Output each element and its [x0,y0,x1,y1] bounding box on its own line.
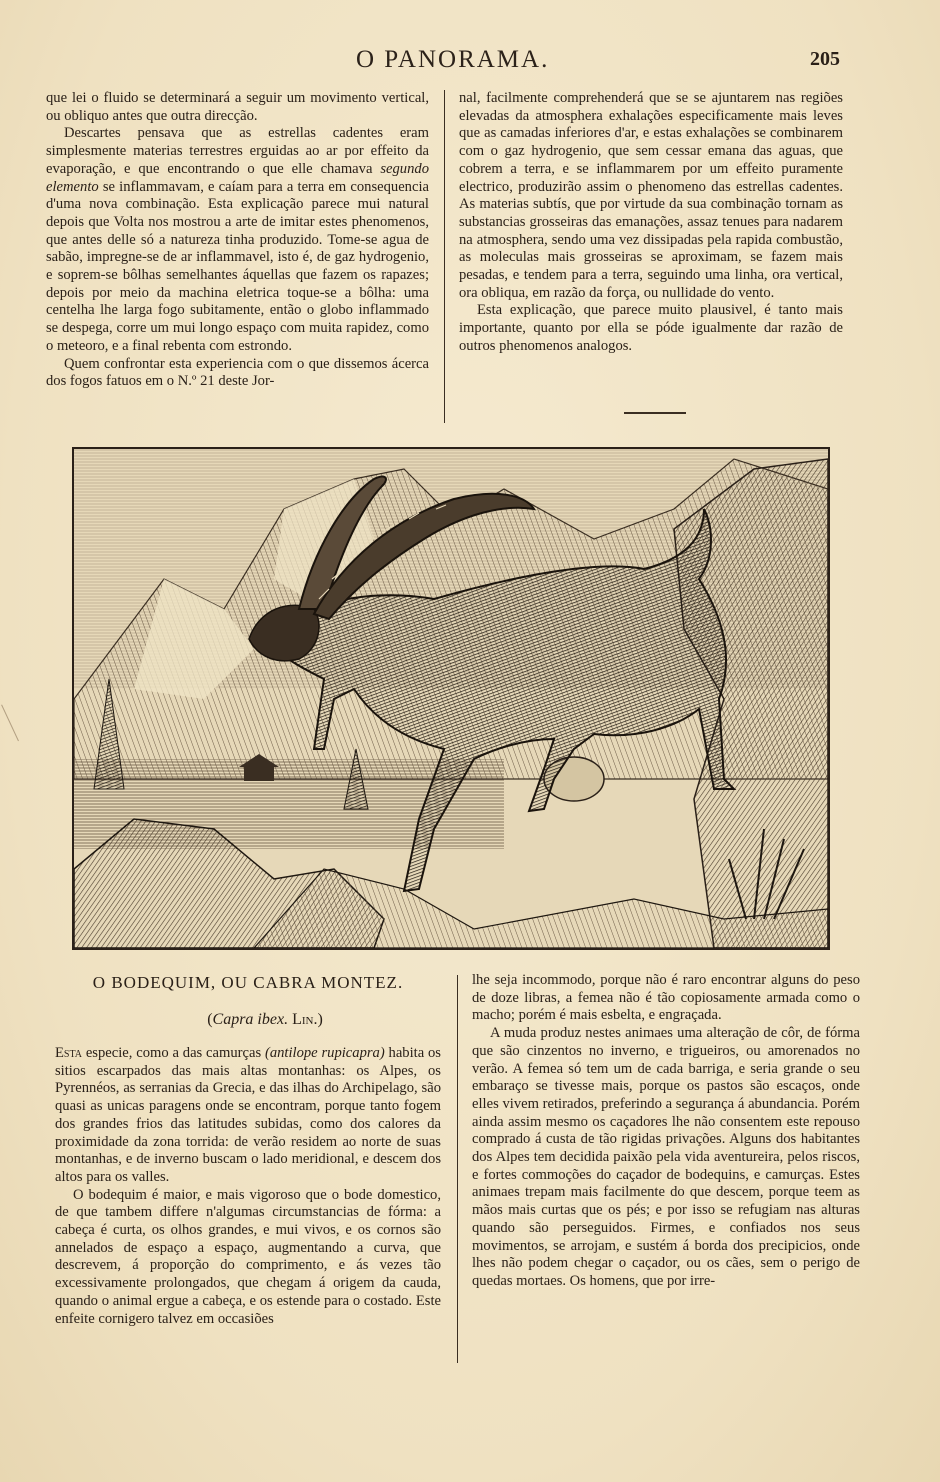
paren: ) [317,1011,323,1028]
italic-term: segundo elemento [46,160,429,195]
text-run: se inflammavam, e caíam para a terra em consequencia d'uma nova combinação. Esta explicação parece mui natural depois que Volta nos mostrou a arte de imitar estes phenomenos, que antes delle só a natureza tinha produzido. Tome-se agua de sabão, impregne-se de ar inflammavel, isto é, de gaz hydrogenio, e soprem-se bôlhas semelhantes áquellas que fazem os rapazes; depois por meio da machina eletrica toque-se a bôlha: uma centelha lhe larga fogo subitamente, então o globo inflammado se despega, corre um mui longo espaço com muita rapidez, como o meteoro, e a final rebenta com estrondo. [46,178,429,354]
section-rule [624,412,686,414]
paren: ( [207,1011,213,1028]
bottom-right-column [472,972,860,1291]
column-divider [457,975,458,1363]
paragraph [46,125,429,355]
column-divider [444,90,445,423]
paragraph: O bodequim é maior, e mais vigoroso que o bode domestico, de que tambem differe n'algumas circumstancias de fórma: a cabeça é curta, os olhos grandes, e mui vivos, e os cornos são annelados de espaço a espaço, augmentando a curva, que descrevem, á proporção do comprimento, e ás vezes tão excessivamente prolongados, que chegam á origem da cauda, quando o animal ergue a cabeça, e os estende para o costado. Este enfeite cornigero talvez em occasiões [55,1186,441,1327]
text-run: habita os sitios escarpados das mais altas montanhas: os Alpes, os Pyrennéos, as serranias da Grecia, e das ilhas do Archipelago, são quasi as unicas paragens onde se encontram, porque tanto fogem dos grandes frios das latitudes subidas, como dos calores da proximidade da zona torrida: de verão residem ao norte de suas montanhas, e de inverno buscam o lado meridional, e descem dos altos para os valles. [55,1045,441,1185]
paragraph: A muda produz nestes animaes uma alteração de côr, de fórma que são cinzentos no inverno, e trigueiros, ou amorenados no verão. A femea só tem um de cada barriga, e seria grande o seu embaraço se tivesse mais, porque os pastos são escaços, onde elles vivem retirados, preferindo a segurança á abundancia. Porém ainda assim mesmo os caçadores lhe não consentem este repouso comprado á custa de tão rigidas privações. Alguns dos habitantes dos Alpes tem decidida paixão pela vida aventureira, pelos riscos, e fortes commoções do caçador de bodequins, e camurças. Estes animaes trepam mais facilmente do que descem, porque teem as mãos mais curtas que os pés; e por isso se refugiam nas alturas quando são perseguidos. Firmes, e confiados nos seus movimentos, se arrojam, e sustém á borda dos precipicios, onde lhes não podem chegar o caçador, ou os cães, sem o perigo de quedas mortaes. Os homens, que por irre- [472,1025,860,1289]
scientific-name [150,1011,380,1029]
paragraph: que lei o fluido se determinará a seguir um movimento vertical, ou obliquo antes que outra direcção. [46,90,429,124]
paragraph: Esta explicação, que parece muito plausivel, é tanto mais importante, quanto por ella se póde igualmente dar razão de outros phenomenos analogos. [459,302,843,354]
opening-word: Esta [55,1045,83,1061]
paragraph: lhe seja incommodo, porque não é raro encontrar alguns do peso de doze libras, a femea não é tão copiosamente armada como o macho; porém é mais esbelta, e engraçada. [472,972,860,1024]
bottom-left-column [55,1045,441,1328]
ibex-illustration [74,449,828,948]
paragraph [55,1045,441,1187]
running-head [0,42,940,78]
species-name: Capra ibex. [212,1011,289,1028]
italic-term: (antilope rupicapra) [264,1045,385,1061]
article-title: O BODEQUIM, OU CABRA MONTEZ. [92,973,404,992]
margin-mark [0,705,19,746]
top-left-column [46,90,429,391]
page-title: O PANORAMA. [356,46,550,73]
paragraph: Quem confrontar esta experiencia com o que dissemos ácerca dos fogos fatuos em o N.º 21 deste Jor- [46,355,429,390]
text-run: Descartes pensava que as estrellas cadentes eram simplesmente materias terrestres erguidas ao ar por effeito da evaporação, e que encontrando o que elle chamava [46,125,429,177]
authority: Lin. [292,1011,318,1028]
top-right-column [459,90,843,356]
paragraph: nal, facilmente comprehenderá que se se ajuntarem nas regiões elevadas da atmosphera exhalações especificamente mais leves que as camadas inferiores d'ar, e estas exhalações se combinarem com o gaz hydrogenio, que sem cessar emana das aguas, que cobrem a terra, e se inflammarem por um effeito puramente electrico, produzirão assim o phenomeno das estrellas cadentes. As materias subtís, que por virtude da sua combinação tornam as substancias grosseiras das emanações, assaz tenues para nadarem na atmosphera, sendo uma vez dissipadas pela rapida combustão, as moleculas mais grosseiras se aproximam, se fazem mais pesadas, e tendem para a terra, seguindo uma linha, ora vertical, ora obliqua, em razão da força, ou nullidade do vento. [459,90,843,301]
ibex-engraving [72,447,830,950]
page-number: 205 [810,48,840,70]
text-run: especie, como a das camurças [82,1045,265,1061]
